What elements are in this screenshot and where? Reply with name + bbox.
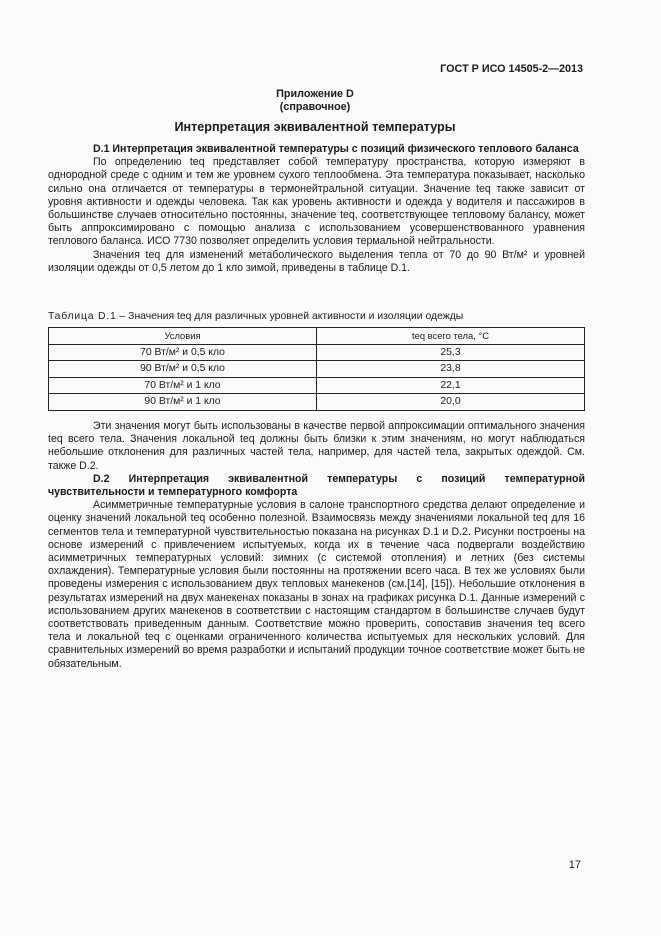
table-caption [48, 310, 588, 323]
after-table-paragraph: Эти значения могут быть использованы в качестве первой аппроксимации оптимального значения teq всего тела. Значения локальной teq должны быть близки к этим значениям, но могут наблюдаться небольшие отклонения для различных частей тела, например, для частей тела, закрытых одеждой. См. также D.2. [48, 420, 585, 472]
section-d1-paragraph-1: По определению teq представляет собой температуру пространства, которую измеряют в однородной среде с одним и тем же уровнем сухого теплообмена. Эта температура показывает, насколько сильно она отличается от температуры в термонейтральной ситуации. Значение teq также зависит от уровня активности и одежды человека. Так как уровень активности и одежда у водителя и пассажиров в большинстве случаев относительно постоянны, значение teq, соответствующее тепловому балансу, может быть аппроксимировано с помощью анализа с использованием усовершенствованного уравнения теплового баланса. ИСО 7730 позволяет определить условия термальной нейтральности. [48, 156, 585, 248]
column-header-conditions: Условия [49, 328, 317, 345]
table-caption-label: Таблица D.1 [48, 311, 117, 322]
section-d1 [48, 143, 585, 275]
table-cell-value: 25,3 [317, 344, 585, 361]
table-cell-value: 20,0 [317, 394, 585, 411]
table-cell-value: 23,8 [317, 361, 585, 378]
annex-heading [0, 88, 630, 114]
equivalent-temperature-table [48, 327, 585, 411]
table-cell-conditions: 90 Вт/м² и 0,5 кло [49, 361, 317, 378]
section-d2-heading: D.2 Интерпретация эквивалентной температуры с позиций температурной чувствительности и температурного комфорта [48, 472, 585, 499]
table-row [49, 361, 585, 378]
table-cell-conditions: 70 Вт/м² и 1 кло [49, 377, 317, 394]
table-cell-conditions: 90 Вт/м² и 1 кло [49, 394, 317, 411]
section-d1-paragraph-2: Значения teq для изменений метаболического выделения тепла от 70 до 90 Вт/м² и уровней изоляции одежды от 0,5 летом до 1 кло зимой, приведены в таблице D.1. [48, 248, 585, 274]
section-d2 [48, 420, 585, 671]
table-row [49, 377, 585, 394]
table-caption-text: – Значения teq для различных уровней активности и изоляции одежды [116, 311, 464, 322]
table-row [49, 394, 585, 411]
document-code: ГОСТ Р ИСО 14505-2—2013 [440, 63, 583, 75]
annex-subtitle: (справочное) [279, 101, 351, 113]
section-d2-paragraph-1: Асимметричные температурные условия в салоне транспортного средства делают определение и оценку значений локальной teq особенно полезной. Взаимосвязь между значениями локальной teq для 16 сегментов тела и температурной чувствительностью показана на рисунках D.1 и D.2. Рисунки построены на основе измерений с привлечением испытуемых, когда их в течение часа подвергали воздействию асимметричных температурных условий: зимних (с системой отопления) и летних (без системы охлаждения). Температурные условия были постоянны на протяжении всего часа. В тех же условиях были проведены измерения с использованием двух тепловых манекенов (см.[14], [15]). Небольшие отклонения в результатах измерений на двух манекенах показаны в зонах на графиках рисунка D.1. Данные измерений с использованием других манекенов в соответствии с настоящим стандартом в большинстве случаев будут соответствовать приведенным данным. Соответствие можно проверить, сопоставив значения teq всего тела и локальной teq с оценками ограниченного количества испытуемых для нескольких условий. Для сравнительных измерений во время разработки и испытаний продукции точное соответствие может быть не обязательным. [48, 499, 585, 670]
column-header-value: teq всего тела, °C [317, 328, 585, 345]
table-cell-value: 22,1 [317, 377, 585, 394]
table-header-row [49, 328, 585, 345]
table-cell-conditions: 70 Вт/м² и 0,5 кло [49, 344, 317, 361]
table-row [49, 344, 585, 361]
section-d1-heading: D.1 Интерпретация эквивалентной температуры с позиций физического теплового баланса [93, 143, 579, 155]
page-number: 17 [568, 859, 581, 871]
main-title: Интерпретация эквивалентной температуры [174, 120, 456, 134]
annex-title: Приложение D [276, 88, 354, 100]
